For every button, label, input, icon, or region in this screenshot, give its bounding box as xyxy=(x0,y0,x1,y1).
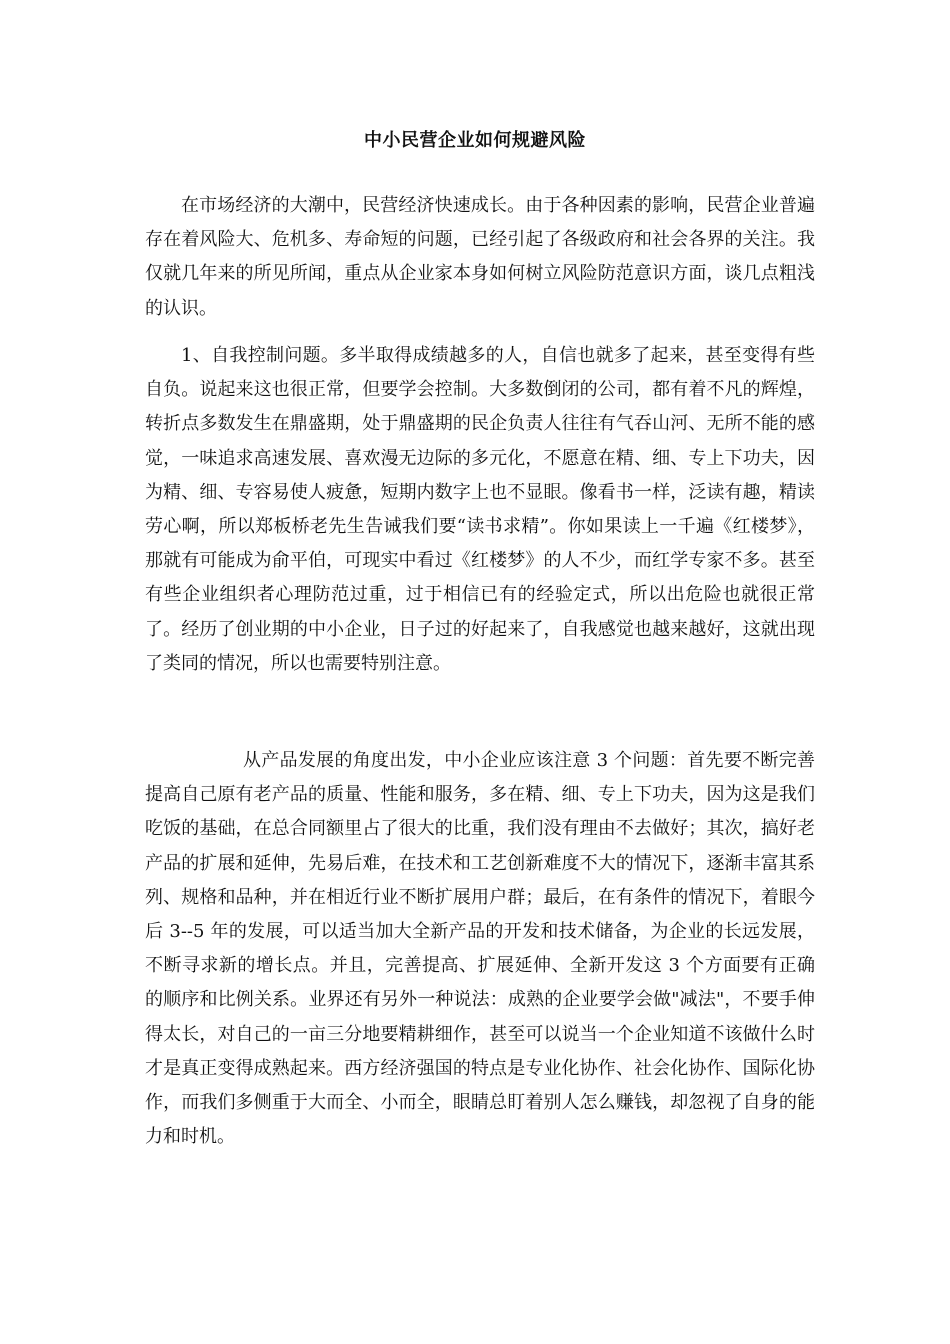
paragraph-product-development: 从产品发展的角度出发，中小企业应该注意 3 个问题：首先要不断完善提高自己原有老产品的质量、性能和服务，多在精、细、专上下功夫，因为这是我们吃饭的基础，在总合同额里占了很大的比重，我们没有理由不去做好；其次，搞好老产品的扩展和延伸，先易后难，在技术和工艺创新难度不大的情况下，逐渐丰富其系列、规格和品种，并在相近行业不断扩展用户群；最后，在有条件的情况下，着眼今后 3--5 年的发展，可以适当加大全新产品的开发和技术储备，为企业的长远发展，不断寻求新的增长点。并且，完善提高、扩展延伸、全新开发这 3 个方面要有正确的顺序和比例关系。业界还有另外一种说法：成熟的企业要学会做"减法"，不要手伸得太长，对自己的一亩三分地要精耕细作，甚至可以说当一个企业知道不该做什么时才是真正变得成熟起来。西方经济强国的特点是专业化协作、社会化协作、国际化协作，而我们多侧重于大而全、小而全，眼睛总盯着别人怎么赚钱，却忽视了自身的能力和时机。 xyxy=(145,750,815,1148)
paragraph-self-control: 1、自我控制问题。多半取得成绩越多的人，自信也就多了起来，甚至变得有些自负。说起来这也很正常，但要学会控制。大多数倒闭的公司，都有着不凡的辉煌，转折点多数发生在鼎盛期，处于鼎盛期的民企负责人往往有气吞山河、无所不能的感觉，一味追求高速发展、喜欢漫无边际的多元化，不愿意在精、细、专上下功夫，因为精、细、专容易使人疲惫，短期内数字上也不显眼。像看书一样，泛读有趣，精读劳心啊，所以郑板桥老先生告诫我们要“读书求精”。你如果读上一千遍《红楼梦》，那就有可能成为俞平伯，可现实中看过《红楼梦》的人不少，而红学专家不多。甚至有些企业组织者心理防范过重，过于相信已有的经验定式，所以出危险也就很正常了。经历了创业期的中小企业，日子过的好起来了，自我感觉也越来越好，这就出现了类同的情况，所以也需要特别注意。 xyxy=(145,345,815,674)
paragraph-intro: 在市场经济的大潮中，民营经济快速成长。由于各种因素的影响，民营企业普遍存在着风险大、危机多、寿命短的问题，已经引起了各级政府和社会各界的关注。我仅就几年来的所见所闻，重点从企业家本身如何树立风险防范意识方面，谈几点粗浅的认识。 xyxy=(145,195,815,319)
document-title: 中小民营企业如何规避风险 xyxy=(364,130,586,151)
